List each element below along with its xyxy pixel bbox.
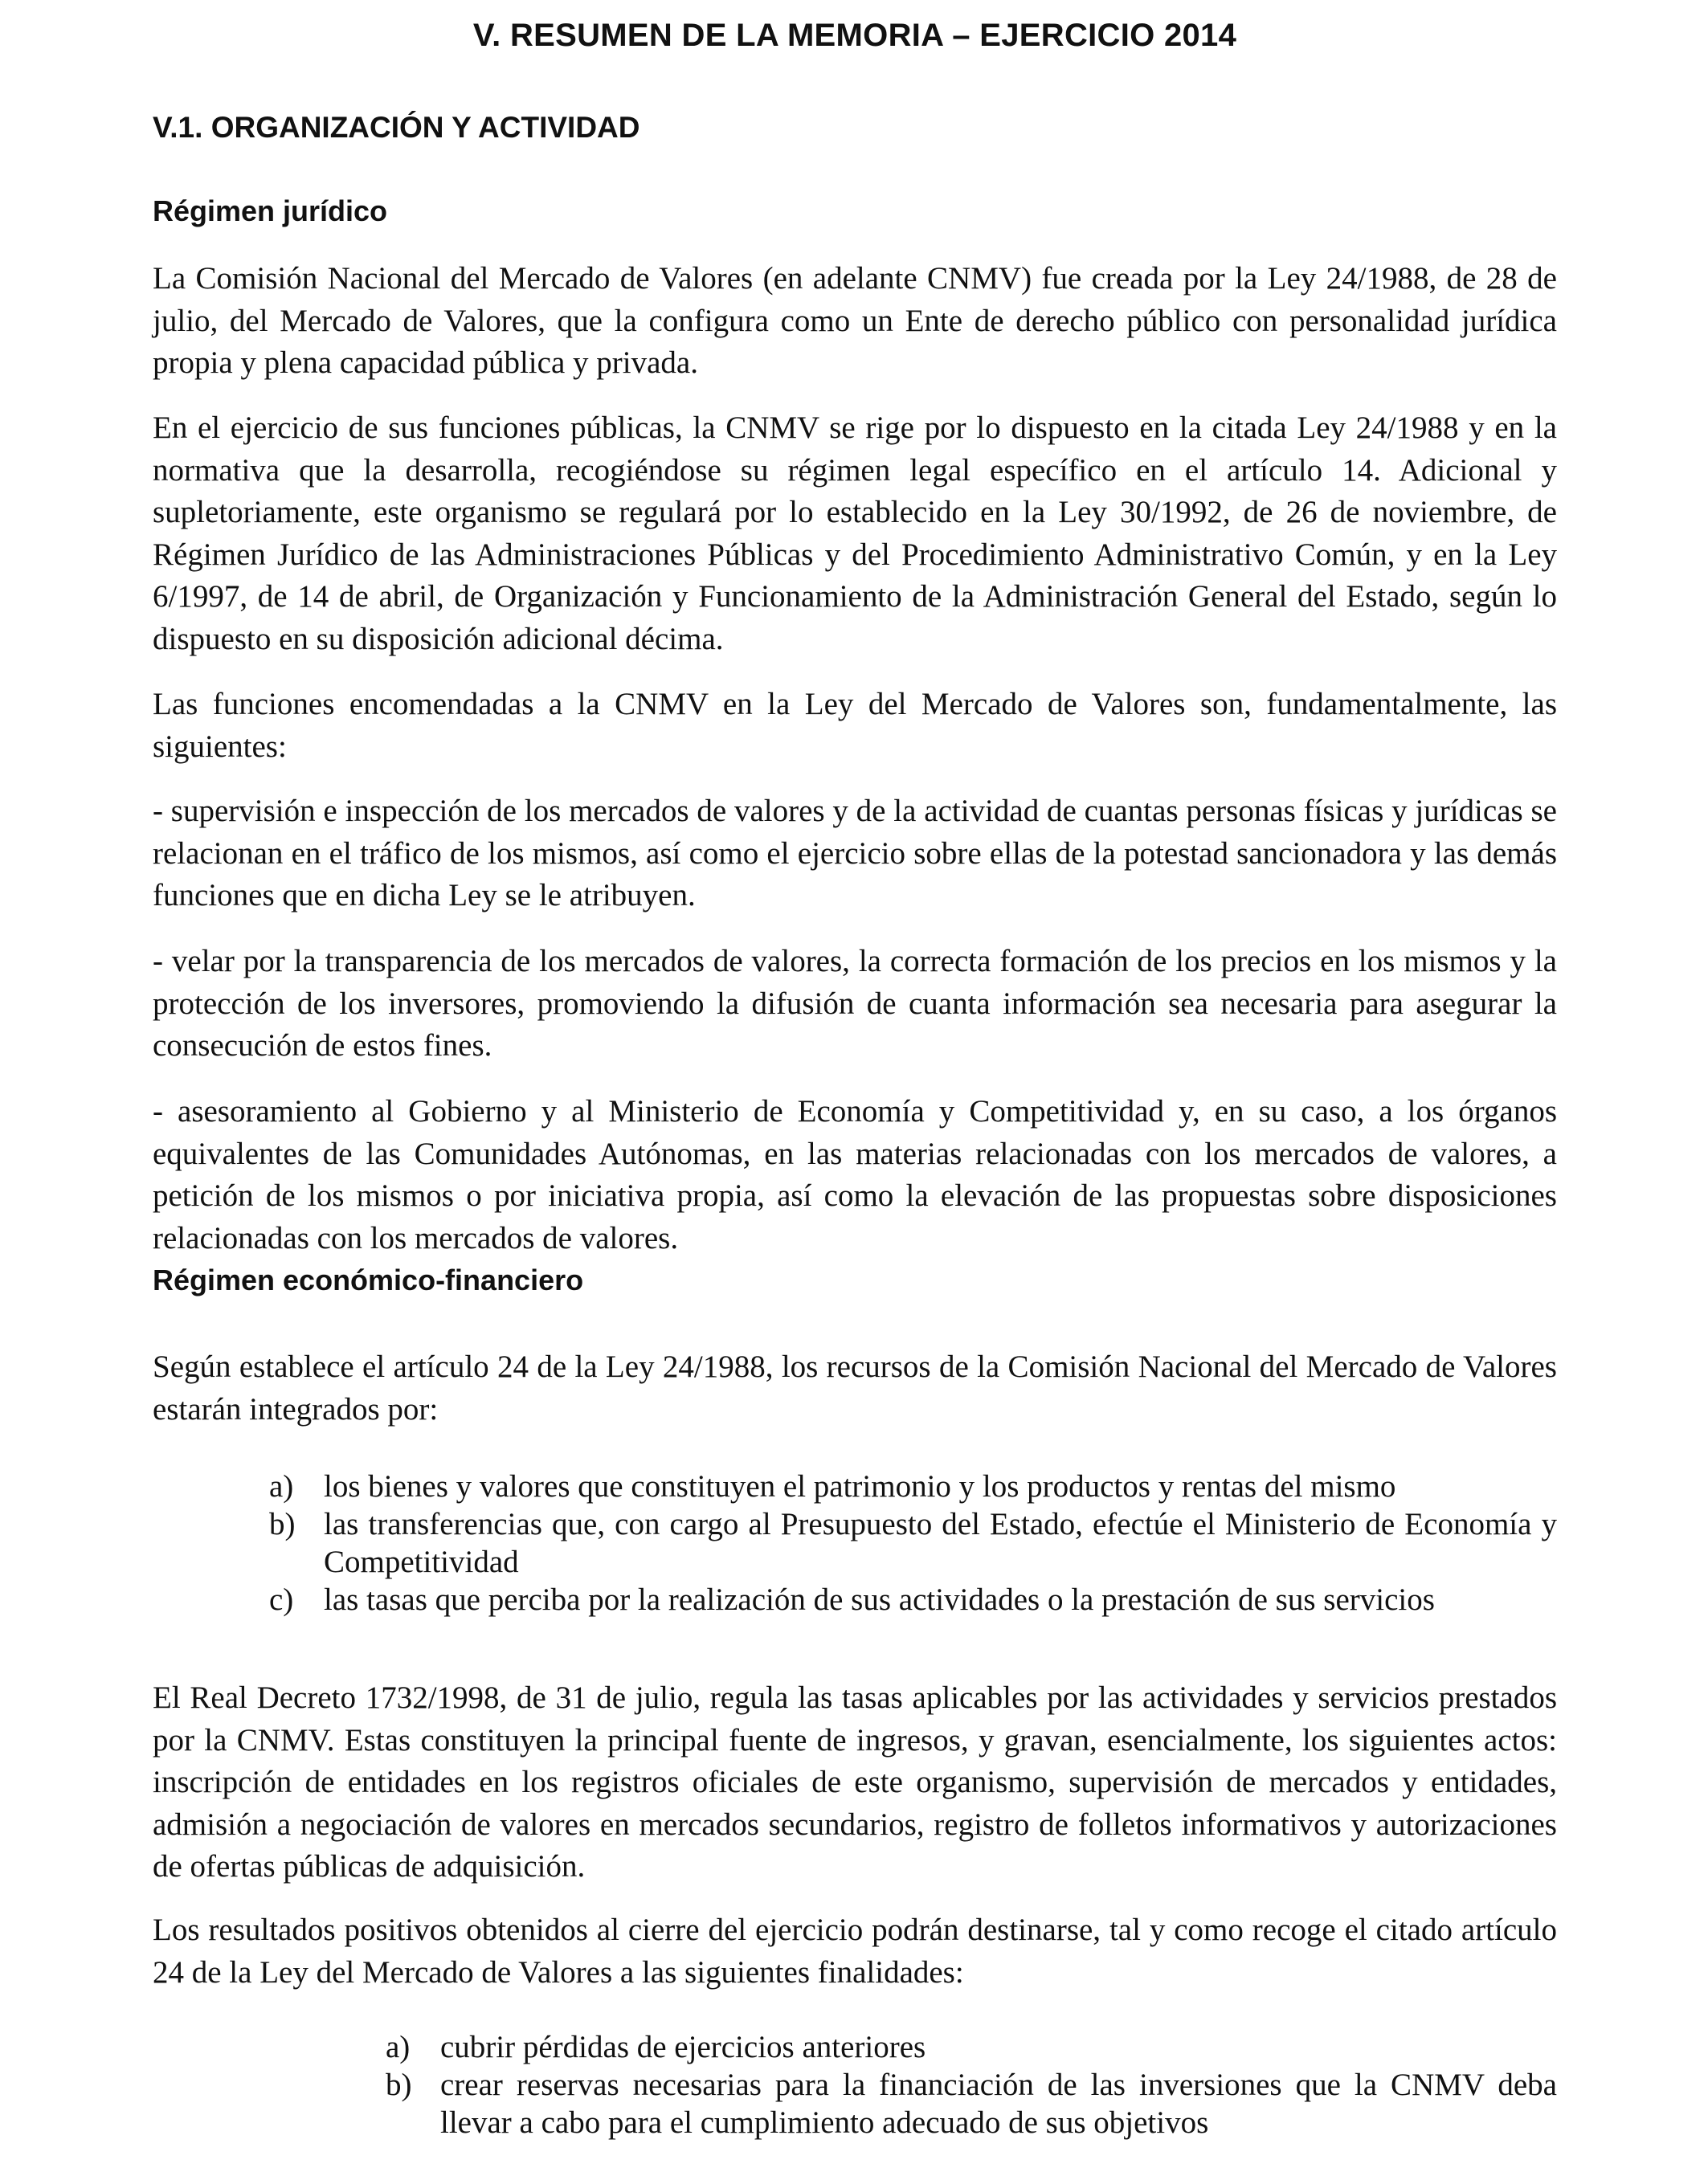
paragraph: El Real Decreto 1732/1998, de 31 de julio, regula las tasas aplicables por las actividades y servicios prestados por la CNMV. Estas constituyen la principal fuente de ingresos, y gravan, esencialmente, los siguientes actos: inscripción de entidades en los registros oficiales de este organismo, supervisión de mercados y entidades, admisión a negociación de valores en mercados secundarios, registro de folletos informativos y autorizaciones de ofertas públicas de adquisición.: [153, 1680, 1557, 1884]
list-item-text: las transferencias que, con cargo al Presupuesto del Estado, efectúe el Ministerio de Economía y Competitividad: [324, 1507, 1557, 1579]
paragraph: - supervisión e inspección de los mercados de valores y de la actividad de cuantas personas físicas y jurídicas se relacionan en el tráfico de los mismos, así como el ejercicio sobre ellas de la potestad sancionadora y las demás funciones que en dicha Ley se le atribuyen.: [153, 794, 1557, 913]
paragraph: - asesoramiento al Gobierno y al Ministerio de Economía y Competitividad y, en su caso, a los órganos equivalentes de las Comunidades Autónomas, en las materias relacionadas con los mercados de valores, a petición de los mismos o por iniciativa propia, así como la elevación de las propuestas sobre disposiciones relacionadas con los mercados de valores.: [153, 1094, 1557, 1255]
list-item-text: crear reservas necesarias para la financiación de las inversiones que la CNMV deba llevar a cabo para el cumplimiento adecuado de sus objetivos: [440, 2068, 1557, 2140]
resources-list: [269, 1468, 1557, 1619]
paragraph: En el ejercicio de sus funciones públicas, la CNMV se rige por lo dispuesto en la citada Ley 24/1988 y en la normativa que la desarrolla, recogiéndose su régimen legal específico en el artículo 14. Adicional y supletoriamente, este organismo se regulará por lo establecido en la Ley 30/1992, de 26 de noviembre, de Régimen Jurídico de las Administraciones Públicas y del Procedimiento Administrativo Común, y en la Ley 6/1997, de 14 de abril, de Organización y Funcionamiento de la Administración General del Estado, según lo dispuesto en su disposición adicional décima.: [153, 410, 1557, 656]
list-item: [386, 2066, 1557, 2141]
list-marker: c): [269, 1582, 294, 1617]
list-marker: a): [386, 2030, 411, 2064]
paragraph: La Comisión Nacional del Mercado de Valores (en adelante CNMV) fue creada por la Ley 24/1988, de 28 de julio, del Mercado de Valores, que la configura como un Ente de derecho público con personalidad jurídica propia y plena capacidad pública y privada.: [153, 261, 1557, 380]
section-heading: V.1. ORGANIZACIÓN Y ACTIVIDAD: [153, 111, 640, 144]
subheading-regimen-economico: Régimen económico-financiero: [153, 1264, 584, 1296]
list-marker: b): [269, 1507, 296, 1541]
page-title: V. RESUMEN DE LA MEMORIA – EJERCICIO 2014: [472, 18, 1237, 53]
list-item: [269, 1468, 1557, 1505]
subheading-regimen-juridico: Régimen jurídico: [153, 194, 388, 227]
list-item: [269, 1581, 1557, 1619]
finalidades-list: [386, 2028, 1557, 2141]
list-item-text: los bienes y valores que constituyen el patrimonio y los productos y rentas del mismo: [324, 1469, 1396, 1504]
paragraph: Las funciones encomendadas a la CNMV en la Ley del Mercado de Valores son, fundamentalmente, las siguientes:: [153, 687, 1557, 764]
list-item: [269, 1505, 1557, 1581]
list-marker: a): [269, 1469, 294, 1504]
list-item-text: las tasas que perciba por la realización de sus actividades o la prestación de sus servicios: [324, 1582, 1435, 1617]
paragraph: - velar por la transparencia de los mercados de valores, la correcta formación de los precios en los mismos y la protección de los inversores, promoviendo la difusión de cuanta información sea necesaria para asegurar la consecución de estos fines.: [153, 944, 1557, 1063]
list-marker: b): [386, 2068, 412, 2102]
list-item-text: cubrir pérdidas de ejercicios anteriores: [440, 2030, 926, 2064]
list-item: [386, 2028, 1557, 2066]
paragraph: Los resultados positivos obtenidos al cierre del ejercicio podrán destinarse, tal y como recoge el citado artículo 24 de la Ley del Mercado de Valores a las siguientes finalidades:: [153, 1913, 1557, 1990]
paragraph: Según establece el artículo 24 de la Ley 24/1988, los recursos de la Comisión Nacional del Mercado de Valores estarán integrados por:: [153, 1349, 1557, 1427]
